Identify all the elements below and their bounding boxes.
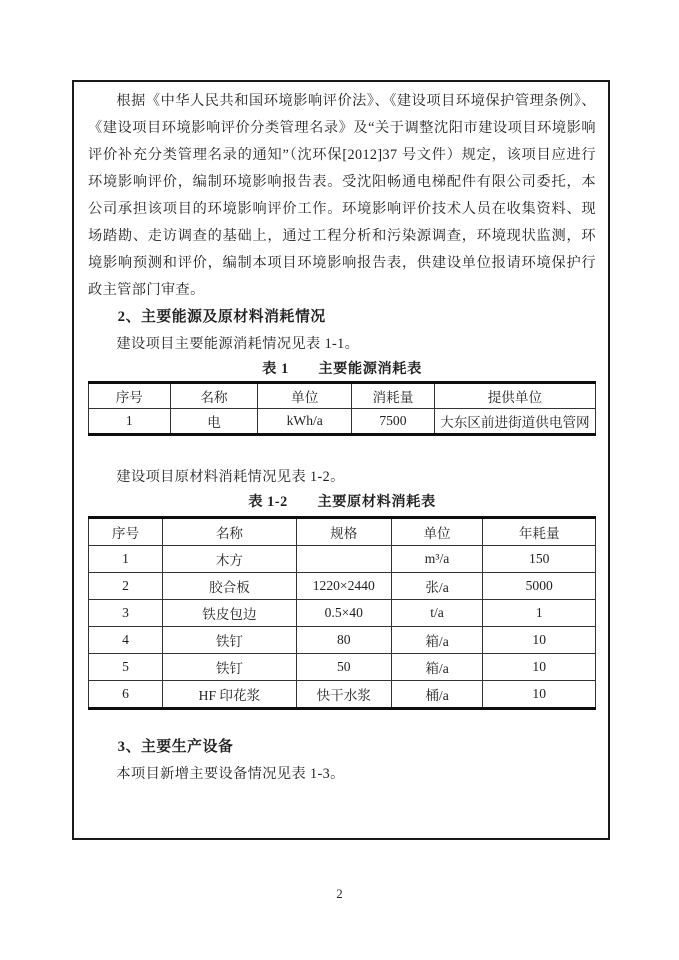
raw-material-consumption-table — [88, 516, 596, 710]
table-cell: 铁皮包边 — [163, 600, 297, 627]
table-cell: 箱/a — [391, 654, 483, 681]
table-cell: 10 — [483, 627, 596, 654]
intro-paragraph: 根据《中华人民共和国环境影响评价法》、《建设项目环境保护管理条例》、《建设项目环境影响评价分类管理名录》及“关于调整沈阳市建设项目环境影响评价补充分类管理名录的通知”（沈环保[2012]37 号文件）规定，该项目应进行环境影响评价，编制环境影响报告表。受沈阳畅通电梯配件有限公司委托，本公司承担该项目的环境影响评价工作。环境影响评价技术人员在收集资料、现场踏勘、走访调查的基础上，通过工程分析和污染源调查，环境现状监测，环境影响预测和评价，编制本项目环境影响报告表，供建设单位报请环境保护行政主管部门审查。 — [88, 93, 596, 298]
table-header-cell: 序号 — [89, 383, 171, 409]
section-2-intro-energy: 建设项目主要能源消耗情况见表 1-1。 — [116, 336, 360, 352]
table-header-cell: 名称 — [163, 518, 297, 546]
table-cell: 1 — [483, 600, 596, 627]
page-number: 2 — [336, 886, 343, 901]
table-cell: 电 — [170, 409, 258, 435]
table-cell: 150 — [483, 546, 596, 573]
table-header-cell: 单位 — [258, 383, 352, 409]
table-header-cell: 消耗量 — [352, 383, 435, 409]
table-cell: 1 — [89, 409, 171, 435]
table-cell: 7500 — [352, 409, 435, 435]
table-cell: 铁钉 — [163, 654, 297, 681]
table-cell: 50 — [296, 654, 391, 681]
energy-table-caption: 表 1 主要能源消耗表 — [262, 361, 422, 377]
table-cell: 张/a — [391, 573, 483, 600]
table-row — [89, 627, 596, 654]
table-cell: 2 — [89, 573, 163, 600]
table-cell — [296, 546, 391, 573]
section-3-intro-equipment: 本项目新增主要设备情况见表 1-3。 — [116, 766, 345, 782]
table-cell: 5 — [89, 654, 163, 681]
table-cell: 10 — [483, 654, 596, 681]
table-row — [89, 654, 596, 681]
table-cell: 大东区前进街道供电管网 — [434, 409, 595, 435]
table-cell: t/a — [391, 600, 483, 627]
table-cell: 5000 — [483, 573, 596, 600]
table-row — [89, 600, 596, 627]
table-row — [89, 681, 596, 709]
table-row — [89, 573, 596, 600]
table-cell: 1 — [89, 546, 163, 573]
table-cell: 80 — [296, 627, 391, 654]
section-2-heading: 2、主要能源及原材料消耗情况 — [117, 309, 326, 325]
table-header-cell: 规格 — [296, 518, 391, 546]
document-content-border-box — [72, 80, 610, 840]
raw-material-table-caption: 表 1-2 主要原材料消耗表 — [248, 494, 436, 510]
table-row — [89, 546, 596, 573]
table-cell: 铁钉 — [163, 627, 297, 654]
energy-consumption-table — [88, 381, 596, 436]
table-cell: 3 — [89, 600, 163, 627]
table-header-cell: 提供单位 — [434, 383, 595, 409]
table-header-cell: 年耗量 — [483, 518, 596, 546]
table-row — [89, 409, 596, 435]
table-header-row — [89, 518, 596, 546]
table-cell: 6 — [89, 681, 163, 709]
table-cell: 1220×2440 — [296, 573, 391, 600]
table-cell: kWh/a — [258, 409, 352, 435]
table-header-cell: 单位 — [391, 518, 483, 546]
table-cell: 胶合板 — [163, 573, 297, 600]
table-header-cell: 名称 — [170, 383, 258, 409]
section-2-intro-raw-material: 建设项目原材料消耗情况见表 1-2。 — [116, 469, 345, 485]
table-cell: 10 — [483, 681, 596, 709]
table-cell: 4 — [89, 627, 163, 654]
table-cell: 0.5×40 — [296, 600, 391, 627]
section-3-heading: 3、主要生产设备 — [117, 739, 234, 755]
table-cell: 木方 — [163, 546, 297, 573]
table-cell: HF 印花浆 — [163, 681, 297, 709]
table-cell: m³/a — [391, 546, 483, 573]
table-cell: 桶/a — [391, 681, 483, 709]
table-cell: 箱/a — [391, 627, 483, 654]
table-header-row — [89, 383, 596, 409]
table-header-cell: 序号 — [89, 518, 163, 546]
table-cell: 快干水浆 — [296, 681, 391, 709]
